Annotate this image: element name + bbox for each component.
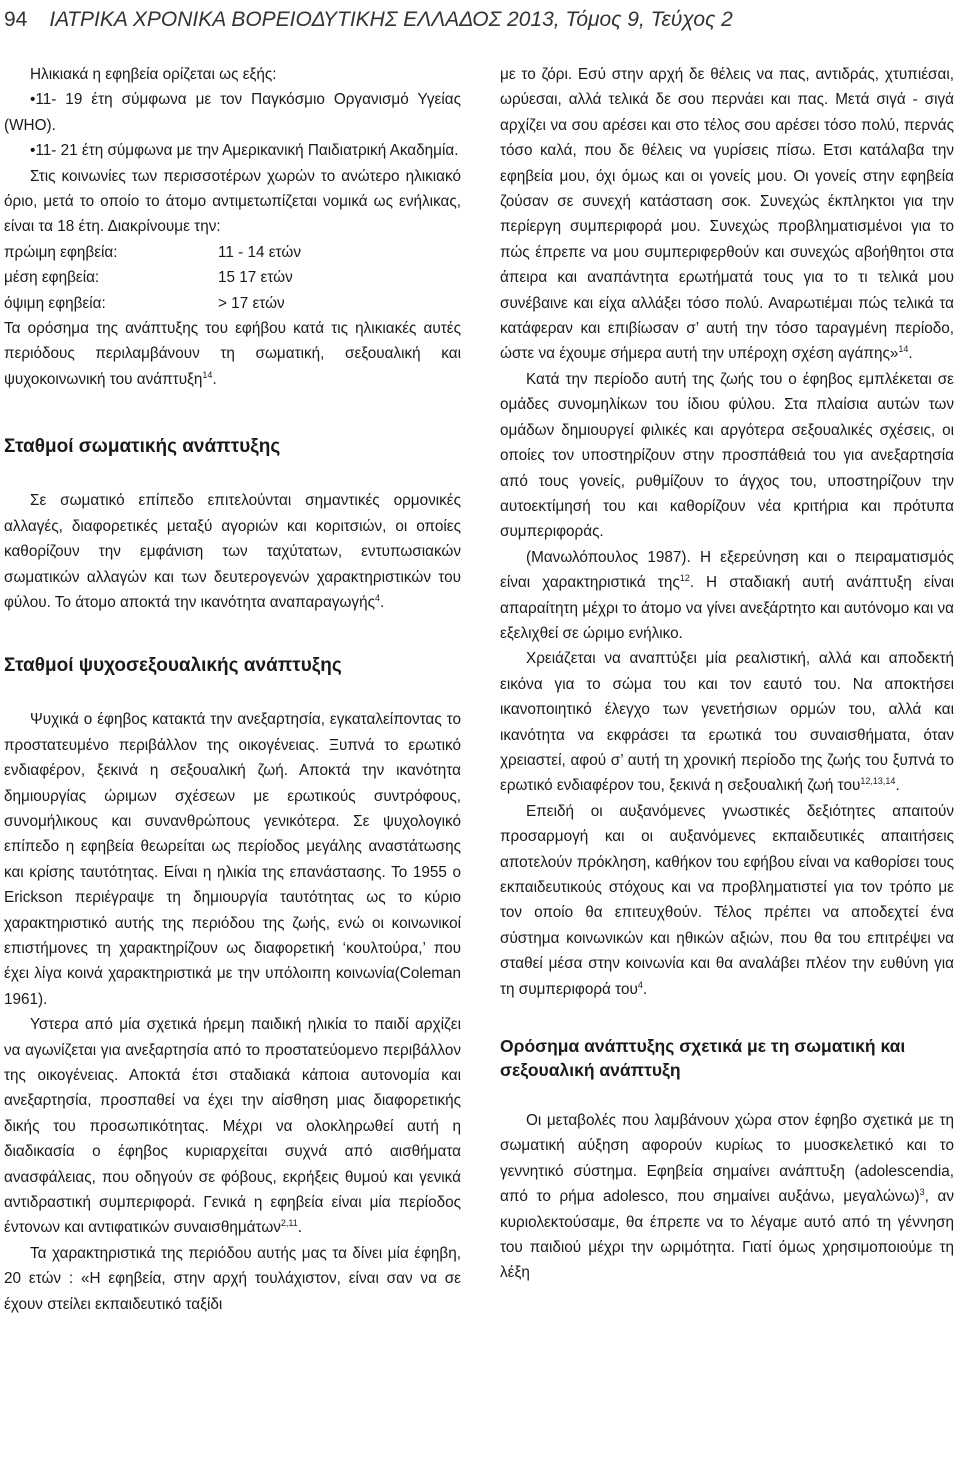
section-heading: Σταθμοί ψυχοσεξουαλικής ανάπτυξης	[4, 655, 342, 677]
paragraph: Στις κοινωνίες των περισσοτέρων χωρών το ανώτερο ηλικιακό όριο, μετά το οποίο το άτομο αντιμετωπίζεται νομικά ως ενήλικας, είναι τα 18 έτη. Διακρίνουμε την:	[4, 167, 461, 236]
citation: 14	[898, 344, 909, 355]
stage-row	[4, 240, 461, 265]
citation: 3	[919, 1187, 925, 1198]
right-column	[500, 62, 954, 1286]
citation: 4	[637, 979, 643, 990]
page-number: 94	[4, 8, 28, 31]
left-column	[4, 62, 461, 1317]
paragraph: Κατά την περίοδο αυτή της ζωής του ο έφηβος εμπλέκεται σε ομάδες συνομηλίκων του ίδιου φύλου. Στα πλαίσια αυτών των ομάδων δημιουργεί φιλικές και αργότερα σεξουαλικές σχέσεις, οι οποίες τον υποστηρίζουν στην προσπάθειά του για ανεξαρτησία από τους γονείς, ρυθμίζουν το άγχος του, υποστηρίζουν την αυτοεκτίμησή του και καθορίζουν νέα κριτήρια και πρότυπα συμπεριφοράς.	[500, 370, 954, 541]
paragraph: Οι μεταβολές που λαμβάνουν χώρα στον έφηβο σχετικά με τη σωματική αύξηση αφορούν κυρίως το μυοσκελετικό και το γεννητικό σύστημα. Εφηβεία σημαίνει ανάπτυξη (adolescendia, από το ρήμα adolesco, που σημαίνει αυξάνω, μεγαλώνω)$^3$, αν κυριολεκτούσαμε, θα έπρεπε να το λέγαμε αυτό από τη γέννηση του παιδιού μέχρι την ωριμότητα. Γιατί όμως χρησιμοποιούμε τη λέξη	[500, 1112, 954, 1282]
stage-name: όψιμη εφηβεία:	[4, 294, 106, 312]
stage-range: 11 - 14 ετών	[218, 243, 301, 261]
intro-text: Ηλικιακά η εφηβεία ορίζεται ως εξής:	[30, 66, 277, 83]
citation: 4	[374, 592, 380, 603]
stage-row	[4, 265, 461, 290]
bullet-who: •11- 19 έτη σύμφωνα με τον Παγκόσμιο Οργανισμό Υγείας (WHO).	[4, 91, 461, 134]
paragraph: (Μανωλόπουλος 1987). Η εξερεύνηση και ο πειραματισμός είναι χαρακτηριστικά της$^{12}$. Η σταδιακή αυτή ανάπτυξη είναι απαραίτητη μέχρι το άτομο να γίνει ανεξάρτητο και αυτόνομο και να εξελιχθεί σε ώριμο ενήλικο.	[500, 548, 954, 642]
bullet-aap: •11- 21 έτη σύμφωνα με την Αμερικανική Παιδιατρική Ακαδημία.	[30, 142, 459, 160]
citation: 12	[679, 573, 690, 584]
stage-name: μέση εφηβεία:	[4, 269, 100, 287]
page-header	[0, 0, 960, 40]
stage-range: > 17 ετών	[218, 294, 285, 312]
section-heading: Ορόσημα ανάπτυξης σχετικά με τη σωματική και σεξουαλική ανάπτυξη	[500, 1036, 906, 1081]
paragraph: Τα ορόσημα της ανάπτυξης του εφήβου κατά τις ηλικιακές αυτές περιόδους περιλαμβάνουν τη σωματική, σεξουαλική και ψυχοκοινωνική του ανάπτυξη$^{14}$.	[4, 320, 461, 388]
stage-range: 15 17 ετών	[218, 269, 293, 287]
stage-row	[4, 291, 461, 316]
paragraph: Σε σωματικό επίπεδο επιτελούνται σημαντικές ορμονικές αλλαγές, διαφορετικές μεταξύ αγοριών και κοριτσιών, οι οποίες καθορίζουν την εμφάνιση των ταχύτατων, εντυπωσιακών σωματικών αλλαγών και των δευτερογενών χαρακτηριστικών του φύλου. Το άτομο αποκτά την ικανότητα αναπαραγωγής$^4$.	[4, 492, 461, 611]
paragraph: Επειδή οι αυξανόμενες γνωστικές δεξιότητες απαιτούν προσαρμογή και οι αυξανόμενες εκπαιδευτικές απαιτήσεις αποτελούν πρόκληση, καθήκον του εφήβου είναι να καθορίσει τους εκπαιδευτικούς στόχους και να προβληματιστεί για τον τρόπο με τον οποίο θα επιτευχθούν. Τέλος πρέπει να αποδεχτεί ένα σύστημα κοινωνικών και ηθικών αξιών, που θα του επιτρέψει να σταθεί μέσα στην κοινωνία και θα αναλάβει πλέον την ευθύνη για τη συμπεριφορά του$^4$.	[500, 802, 954, 998]
paragraph: Ψυχικά ο έφηβος κατακτά την ανεξαρτησία, εγκαταλείποντας το προστατευμένο περιβάλλον της οικογένειας. Ξυπνά το ερωτικό ενδιαφέρον, ξεκινά η σεξουαλική ζωή. Αποκτά την ικανότητα δημιουργίας ώριμων σχέσεων με ερωτικούς συντρόφους, συνομήλικους και συνανθρώπους γενικότερα. Σε ψυχολογικό επίπεδο η εφηβεία θεωρείται ως περίοδος μεγάλης αναστάτωσης και κρίσης ταυτότητας. Είναι η ηλικία της επανάστασης. Το 1955 ο Erickson περιέγραψε τη δημιουργία ταυτότητας ως το κύριο χαρακτηριστικό αυτής της περιόδου της ζωής, ενώ οι κοινωνικοί επιστήμονες τη χαρακτηρίζουν ως διαφορετική ‘κουλτούρα,’ που έχει λίγα κοινά χαρακτηριστικά με την υπόλοιπη κοινωνία(Coleman 1961).	[4, 711, 461, 1008]
paragraph: Υστερα από μία σχετικά ήρεμη παιδική ηλικία το παιδί αρχίζει να αγωνίζεται για ανεξαρτησία από το προστατεύομενο περιβάλλον της οικογένειας. Αποκτά έτσι σταδιακά κάποια αυτονομία και ανεξαρτησία, προσπαθεί να έχει την αίσθηση μιας διαφορετικής δικής του προσωπικότητας. Μέχρι να ολοκληρωθεί αυτή η διαδικασία ο έφηβος κυριαρχείται συχνά από αισθήματα ανασφάλειας, που οδηγούν σε φόβους, εκρήξεις θυμού και γενικά αντιδραστική συμπεριφορά. Γενικά η εφηβεία είναι μία περίοδος έντονων και αντιφατικών συναισθημάτων$^{2,11}$.	[4, 1016, 461, 1237]
paragraph: με το ζόρι. Εσύ στην αρχή δε θέλεις να πας, αντιδράς, χτυπιέσαι, ωρύεσαι, αλλά τελικά δε σου περνάει και πας. Μετά σιγά - σιγά αρχίζει να σου αρέσει και στο τέλος σου αρέσει τόσο πολύ, περνάς τόσο καλά, που δε θέλεις να γυρίσεις πίσω. Ετσι κατάλαβα την εφηβεία μου, όχι όμως και οι γονείς μου. Οι γονείς στην εφηβεία ζούσαν σε συνεχή κατάσταση σοκ. Συνεχώς έκπληκτοι για την περίεργη συμπεριφορά μου. Συνεχώς προβληματισμένοι για το πώς έπρεπε να μου συμπεριφερθούν και συνεχώς αβοήθητοι στα άπειρα και αναπάντητα ερωτήματά τους για το τι τελικά μου συνέβαινε και είχα αλλάξει τόσο πολύ. Αναρωτιέμαι πώς τελικά τα κατάφεραν και επιβίωσαν σ’ αυτή την τόσο ταραγμένη περίοδο, ώστε να έχουμε σήμερα αυτή την υπέροχη σχέση αγάπης»$^{14}$.	[500, 66, 954, 363]
stage-name: πρώιμη εφηβεία:	[4, 243, 118, 261]
citation: 2,11	[280, 1218, 298, 1229]
paragraph: Τα χαρακτηριστικά της περιόδου αυτής μας τα δίνει μία έφηβη, 20 ετών : «Η εφηβεία, στην αρχή τουλάχιστον, είναι σαν να σε έχουν στείλει εκπαιδευτικό ταξίδι	[4, 1244, 461, 1313]
citation: 12,13,14	[860, 776, 896, 787]
section-heading: Σταθμοί σωματικής ανάπτυξης	[4, 436, 281, 458]
journal-title: ΙΑΤΡΙΚΑ ΧΡΟΝΙΚΑ ΒΟΡΕΙΟΔΥΤΙΚΗΣ ΕΛΛΑΔΟΣ 2013, Τόμος 9, Τεύχος 2	[49, 8, 733, 31]
paragraph: Χρειάζεται να αναπτύξει μία ρεαλιστική, αλλά και αποδεκτή εικόνα για το σώμα του και τον εαυτό του. Να αποκτήσει ικανοποιητικό έλεγχο των γενετήσιων ορμών του, αλλά και ικανότητα να εκφράσει τα ερωτικά του συναισθήματα, όταν χρειαστεί, αφού σ’ αυτή τη χρονική περίοδο της ζωής του ξυπνά το ερωτικό ενδιαφέρον του, ξεκινά η σεξουαλική ζωή του$^{12,13,14}$.	[500, 650, 954, 795]
citation: 14	[202, 369, 213, 380]
